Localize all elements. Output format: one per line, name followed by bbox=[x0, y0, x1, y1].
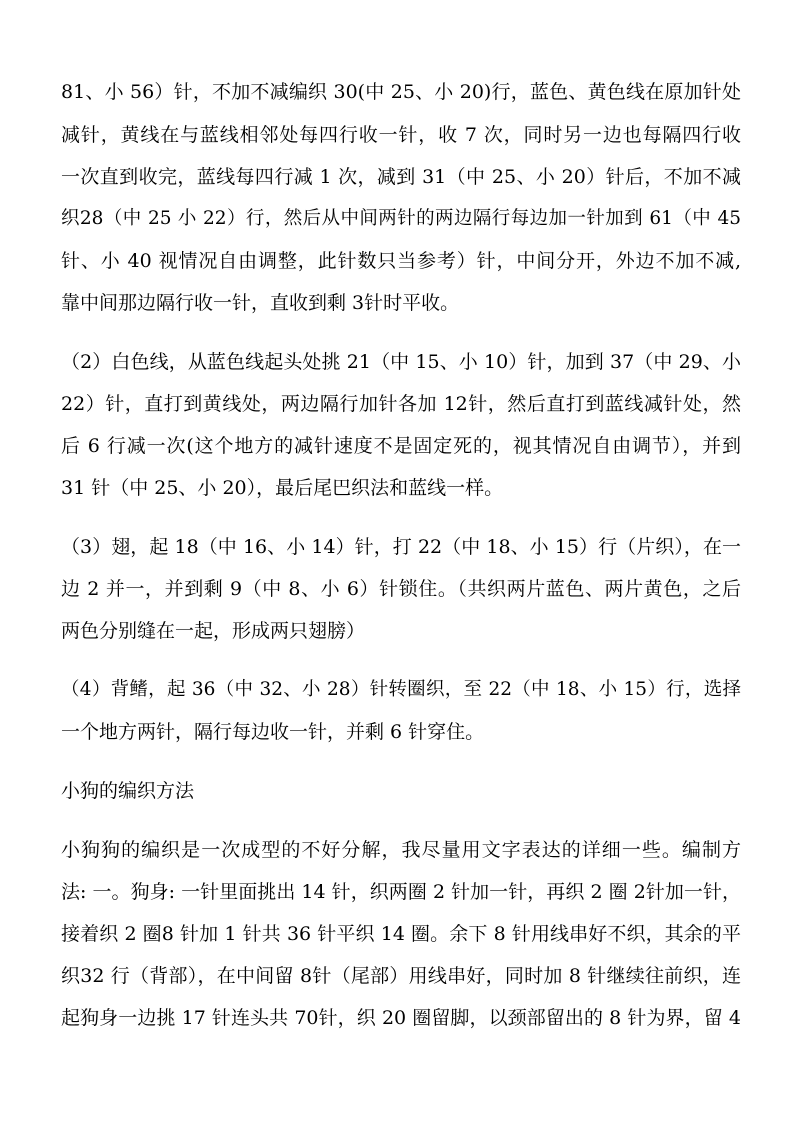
text-line: 织32 行（背部），在中间留 8针（尾部）用线串好，同时加 8 针继续往前织，连 bbox=[61, 965, 741, 987]
text-line: 两色分别缝在一起，形成两只翅膀） bbox=[61, 620, 366, 642]
text-line: 法: 一。狗身: 一针里面挑出 14 针，织两圈 2 针加一针，再织 2 圈 2针加一针， bbox=[61, 881, 741, 903]
text-line: 边 2 并一，并到剩 9（中 8、小 6）针锁住。（共织两片蓝色、两片黄色，之后 bbox=[61, 578, 741, 600]
text-line: 接着织 2 圈8 针加 1 针共 36 针平织 14 圈。余下 8 针用线串好不织，其余的平 bbox=[61, 923, 741, 945]
text-line: （4）背鳍，起 36（中 32、小 28）针转圈织，至 22（中 18、小 15）行，选择 bbox=[61, 679, 741, 700]
text-line: （2）白色线，从蓝色线起头处挑 21（中 15、小 10）针，加到 37（中 29、小 bbox=[61, 351, 741, 373]
text-line: 织28（中 25 小 22）行，然后从中间两针的两边隔行每边加一针加到 61（中 45 bbox=[61, 208, 741, 229]
text-line: 22）针，直打到黄线处，两边隔行加针各加 12针，然后直打到蓝线减针处，然 bbox=[61, 393, 741, 415]
text-line: 减针，黄线在与蓝线相邻处每四行收一针，收 7 次，同时另一边也每隔四行收 bbox=[61, 124, 741, 146]
text-line: 31 针（中 25、小 20），最后尾巴织法和蓝线一样。 bbox=[61, 477, 504, 499]
text-line: 针、小 40 视情况自由调整，此针数只当参考）针，中间分开，外边不加不减, bbox=[61, 250, 741, 272]
text-line: 后 6 行减一次(这个地方的减针速度不是固定死的，视其情况自由调节），并到 bbox=[61, 435, 741, 457]
text-line: 小狗狗的编织是一次成型的不好分解，我尽量用文字表达的详细一些。编制方 bbox=[61, 839, 741, 861]
text-line: 一个地方两针，隔行每边收一针，并剩 6 针穿住。 bbox=[61, 721, 485, 743]
text-line: 一次直到收完，蓝线每四行减 1 次，减到 31（中 25、小 20）针后，不加不减 bbox=[61, 166, 741, 188]
text-line: 靠中间那边隔行收一针，直收到剩 3针时平收。 bbox=[61, 292, 460, 314]
section-heading: 小狗的编织方法 bbox=[61, 780, 195, 802]
text-line: 起狗身一边挑 17 针连头共 70针，织 20 圈留脚，以颈部留出的 8 针为界，留 4 bbox=[61, 1007, 741, 1029]
text-line: 81、小 56）针，不加不减编织 30(中 25、小 20)行，蓝色、黄色线在原加针处 bbox=[61, 81, 741, 103]
text-line: （3）翅，起 18（中 16、小 14）针，打 22（中 18、小 15）行（片织），在一 bbox=[61, 536, 741, 558]
